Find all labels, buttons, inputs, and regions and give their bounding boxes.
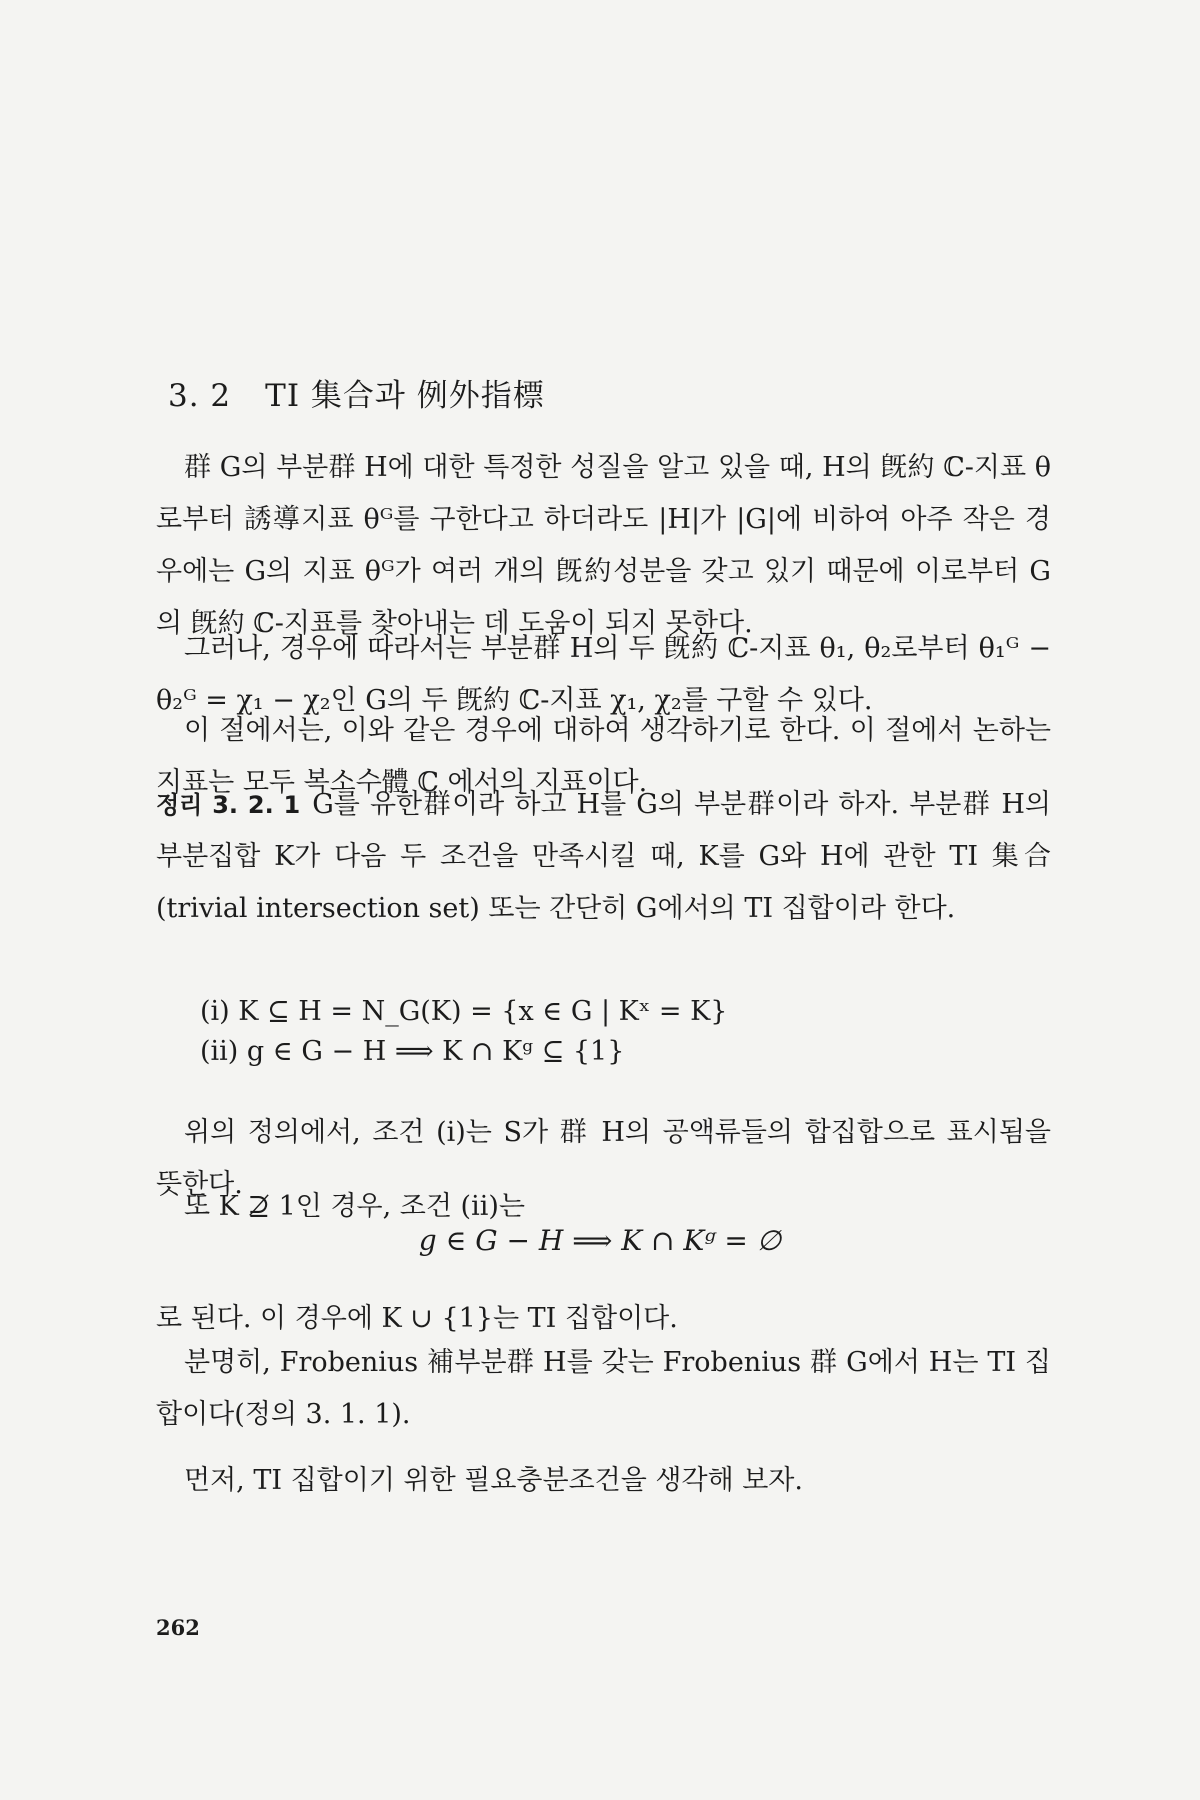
section-number: 3. 2 [168,378,232,414]
section-heading [168,370,545,415]
condition-ii: (ii) g ∈ G − H ⟹ K ∩ Kᵍ ⊆ {1} [200,1036,625,1067]
paragraph-frobenius: 분명히, Frobenius 補부분群 H를 갖는 Frobenius 群 G에서 H는 TI 집합이다(정의 3. 1. 1). [156,1347,1051,1430]
page-number: 262 [156,1615,200,1640]
theorem-3-2-1 [156,779,1051,935]
paragraph-then: 로 된다. 이 경우에 K ∪ {1}는 TI 집합이다. [156,1303,678,1334]
paragraph-explain-2: 또 K ⊉ 1인 경우, 조건 (ii)는 [184,1191,525,1222]
paragraph-explain: 위의 정의에서, 조건 (i)는 S가 群 H의 공액류들의 합집합으로 표시됨을 뜻한다. [156,1117,1051,1200]
paragraph-intro: 群 G의 부분群 H에 대한 특정한 성질을 알고 있을 때, H의 旣約 ℂ-지표 θ로부터 誘導지표 θᴳ를 구한다고 하더라도 |H|가 |G|에 비하여 아주 작은 경우에는 G의 지표 θᴳ가 여러 개의 旣約성분을 갖고 있기 때문에 이로부터 G의 旣約 ℂ-지표를 찾아내는 데 도움이 되지 못한다. [156,452,1051,639]
condition-i: (i) K ⊆ H = N_G(K) = {x ∈ G | Kˣ = K} [200,996,728,1027]
display-equation: g ∈ G − H ⟹ K ∩ Kᵍ = ∅ [418,1224,782,1257]
paragraph-first: 먼저, TI 집합이기 위한 필요충분조건을 생각해 보자. [184,1465,803,1496]
theorem-label: 정리 3. 2. 1 [156,791,301,819]
section-title: TI 集合과 例外指標 [265,378,545,414]
theorem-body: G를 유한群이라 하고 H를 G의 부분群이라 하자. 부분群 H의 부분집합 K가 다음 두 조건을 만족시킬 때, K를 G와 H에 관한 TI 集合(trivial intersection set) 또는 간단히 G에서의 TI 집합이라 한다. [156,789,1051,924]
paragraph-this-section: 이 절에서는, 이와 같은 경우에 대하여 생각하기로 한다. 이 절에서 논하는 지표는 모두 복소수體 ℂ 에서의 지표이다. [156,715,1051,798]
paragraph-however: 그러나, 경우에 따라서는 부분群 H의 두 旣約 ℂ-지표 θ₁, θ₂로부터 θ₁ᴳ − θ₂ᴳ = χ₁ − χ₂인 G의 두 旣約 ℂ-지표 χ₁, χ₂를 구할 수 있다. [156,633,1051,716]
